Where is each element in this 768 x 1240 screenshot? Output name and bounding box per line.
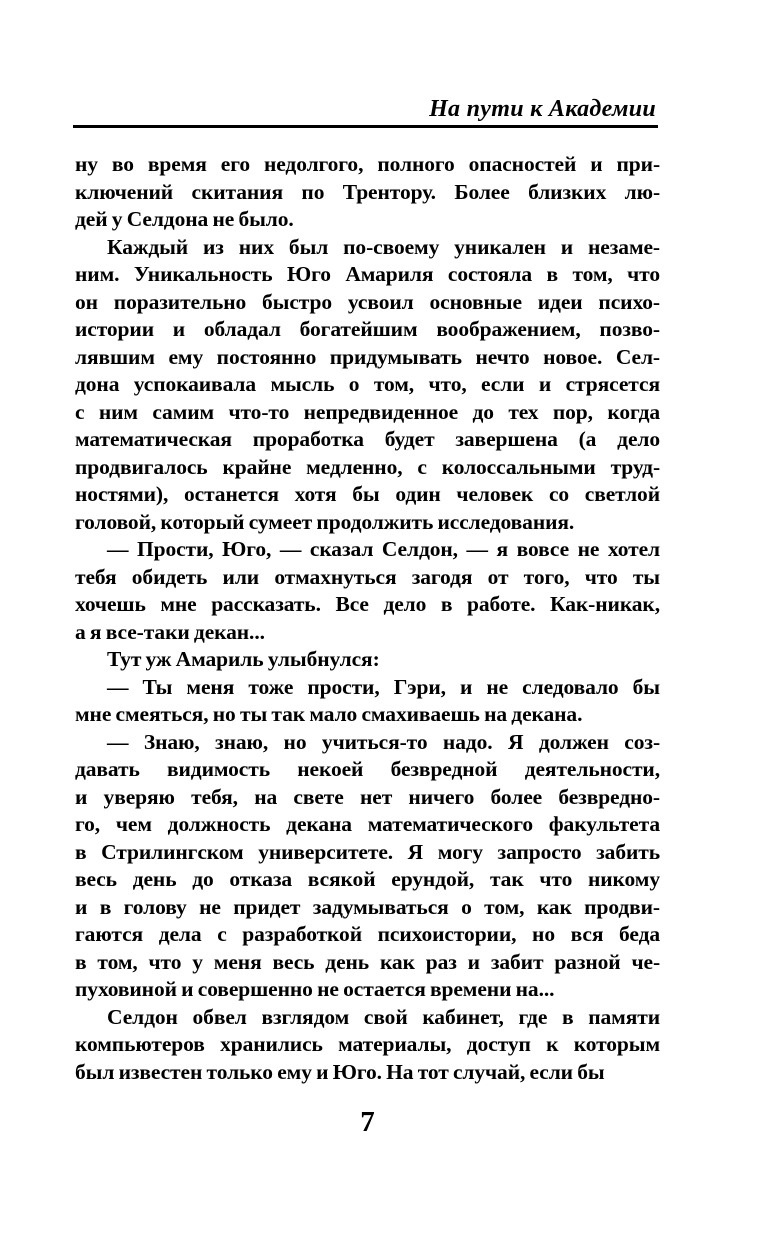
text-line: гаются дела с разработкой психоистории, но вся беда (75, 922, 660, 946)
paragraph (75, 674, 660, 729)
paragraph (75, 151, 660, 234)
text-line: он поразительно быстро усвоил основные идеи психо- (75, 289, 660, 314)
text-line: математическая проработка будет завершена (а дело (75, 427, 660, 451)
text-line: с ним самим что-то непредвиденное до тех пор, когда (75, 399, 660, 424)
running-header-title: На пути к Академии (429, 96, 656, 122)
text-line: а я все-таки декан... (75, 619, 265, 644)
text-line: — Прости, Юго, — сказал Селдон, — я вовсе не хотел (107, 537, 660, 561)
text-line: продвигалось крайне медленно, с колоссальными труд- (75, 454, 660, 479)
page-text (75, 151, 660, 1086)
text-line: головой, который сумеет продолжить исследования. (75, 509, 575, 534)
text-line: мне смеяться, но ты так мало смахиваешь на декана. (75, 702, 583, 726)
paragraph (75, 729, 660, 1004)
text-line: в том, что у меня весь день как раз и забит разной че- (75, 949, 660, 974)
paragraph (75, 536, 660, 646)
text-line: лявшим ему постоянно придумывать нечто новое. Сел- (75, 344, 660, 369)
header-rule (73, 125, 658, 128)
text-line: истории и обладал богатейшим воображением, позво- (75, 317, 660, 341)
text-line: ключений скитания по Трентору. Более близких лю- (75, 179, 660, 204)
text-line: ну во время его недолгого, полного опасностей и при- (75, 152, 660, 176)
text-line: и уверяю тебя, на свете нет ничего более безвредно- (75, 784, 660, 809)
page-number: 7 (360, 1106, 375, 1138)
text-line: ним. Уникальность Юго Амариля состояла в том, что (75, 262, 660, 286)
text-line: тебя обидеть или отмахнуться загодя от того, что ты (75, 564, 660, 589)
text-line: хочешь мне рассказать. Все дело в работе. Как-никак, (75, 592, 660, 616)
text-line: го, чем должность декана математического факультета (75, 812, 660, 836)
text-line: Селдон обвел взглядом свой кабинет, где в памяти (107, 1004, 660, 1029)
text-line: в Стрилингском университете. Я могу запросто забить (75, 839, 660, 864)
text-line: — Знаю, знаю, но учиться-то надо. Я должен соз- (107, 729, 660, 754)
paragraph (75, 1004, 660, 1087)
text-line: был известен только ему и Юго. На тот случай, если бы (75, 1059, 605, 1084)
text-line: — Ты меня тоже прости, Гэри, и не следовало бы (107, 674, 660, 699)
text-line: давать видимость некоей безвредной деятельности, (75, 757, 660, 781)
text-line: Тут уж Амариль улыбнулся: (107, 647, 380, 671)
paragraph (75, 234, 660, 537)
text-line: компьютеров хранились материалы, доступ к которым (75, 1032, 660, 1056)
text-line: дей у Селдона не было. (75, 207, 294, 231)
paragraph (75, 646, 660, 674)
text-line: весь день до отказа всякой ерундой, так что никому (75, 867, 660, 891)
text-line: и в голову не придет задумываться о том, как продви- (75, 894, 660, 919)
text-line: ностями), останется хотя бы один человек со светлой (75, 482, 660, 506)
text-line: пуховиной и совершенно не остается времени на... (75, 977, 555, 1001)
text-line: дона успокаивала мысль о том, что, если и стрясется (75, 372, 660, 396)
text-line: Каждый из них был по-своему уникален и незаме- (107, 234, 660, 259)
